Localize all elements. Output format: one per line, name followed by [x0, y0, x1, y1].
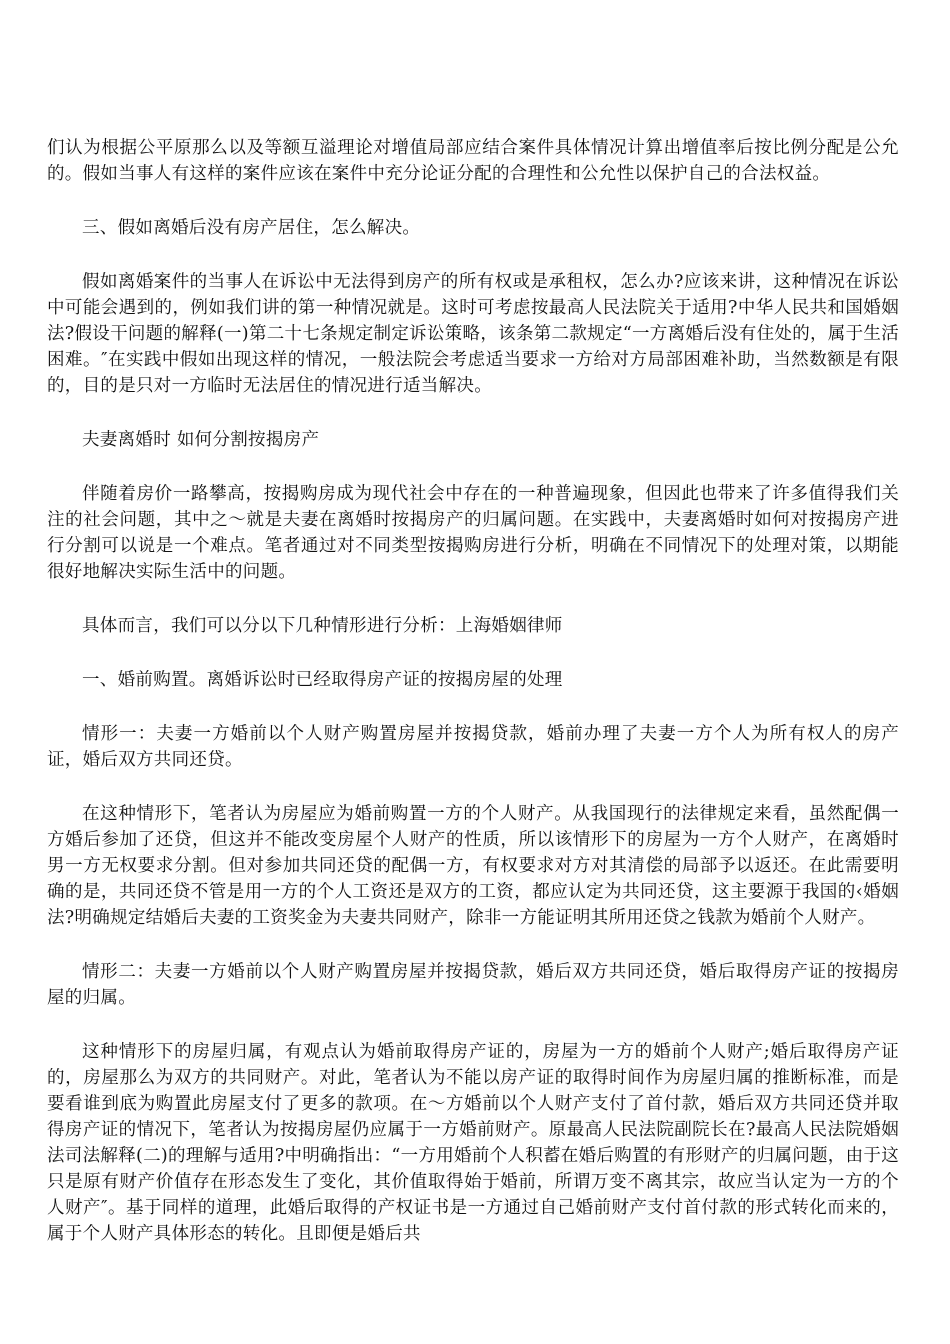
paragraph-case-2-analysis: 这种情形下的房屋归属，有观点认为婚前取得房产证的，房屋为一方的婚前个人财产;婚后取得房产证的，房屋那么为双方的共同财产。对此，笔者认为不能以房产证的取得时间作为房屋归属的推断标准，而是要看谁到底为购置此房屋支付了更多的款项。在～方婚前以个人财产支付了首付款，婚后双方共同还贷并取得房产证的情况下，笔者认为按揭房屋仍应属于一方婚前财产。原最高人民法院副院长在?最高人民法院婚姻法司法解释(二)的理解与适用?中明确指出：“一方用婚前个人积蓄在婚后购置的有形财产的归属问题，由于这只是原有财产价值存在形态发生了变化，其价值取得始于婚前，所谓万变不离其宗，故应当认定为一方的个人财产″。基于同样的道理，此婚后取得的产权证书是一方通过自己婚前财产支付首付款的形式转化而来的，属于个人财产具体形态的转化。且即便是婚后共 — [47, 1042, 899, 1244]
paragraph-case-2: 情形二：夫妻一方婚前以个人财产购置房屋并按揭贷款，婚后双方共同还贷，婚后取得房产证的按揭房屋的归属。 — [47, 962, 899, 1008]
paragraph-intro: 伴随着房价一路攀高，按揭购房成为现代社会中存在的一种普遍现象，但因此也带来了许多值得我们关注的社会问题，其中之～就是夫妻在离婚时按揭房产的归属问题。在实践中，夫妻离婚时如何对按揭房产进行分割可以说是一个难点。笔者通过对不同类型按揭购房进行分析，明确在不同情况下的处理对策，以期能很好地解决实际生活中的问题。 — [47, 484, 899, 582]
paragraph-no-housing: 假如离婚案件的当事人在诉讼中无法得到房产的所有权或是承租权，怎么办?应该来讲，这种情况在诉讼中可能会遇到的，例如我们讲的第一种情况就是。这时可考虑按最高人民法院关于适用?中华人民共和国婚姻法?假设干问题的解释(一)第二十七条规定制定诉讼策略，该条第二款规定“一方离婚后没有住处的，属于生活困难。″在实践中假如出现这样的情况，一般法院会考虑适当要求一方给对方局部困难补助，当然数额是有限的，目的是只对一方临时无法居住的情况进行适当解决。 — [47, 272, 899, 396]
paragraph-analysis-lead: 具体而言，我们可以分以下几种情形进行分析：上海婚姻律师 — [82, 616, 563, 636]
section-heading-3: 三、假如离婚后没有房产居住，怎么解决。 — [82, 218, 421, 238]
section-heading-1: 一、婚前购置。离婚诉讼时已经取得房产证的按揭房屋的处理 — [82, 670, 563, 690]
document-body — [47, 135, 899, 1275]
paragraph-continuation: 们认为根据公平原那么以及等额互溢理论对增值局部应结合案件具体情况计算出增值率后按比例分配是公允的。假如当事人有这样的案件应该在案件中充分论证分配的合理性和公允性以保护自己的合法权益。 — [47, 138, 899, 184]
paragraph-case-1-analysis: 在这种情形下，笔者认为房屋应为婚前购置一方的个人财产。从我国现行的法律规定来看，虽然配偶一方婚后参加了还贷，但这并不能改变房屋个人财产的性质，所以该情形下的房屋为一方个人财产，在离婚时男一方无权要求分割。但对参加共同还贷的配偶一方，有权要求对方对其清偿的局部予以返还。在此需要明确的是，共同还贷不管是用一方的个人工资还是双方的工资，都应认定为共同还贷，这主要源于我国的‹婚姻法?明确规定结婚后夫妻的工资奖金为夫妻共同财产，除非一方能证明其所用还贷之钱款为婚前个人财产。 — [47, 804, 899, 928]
paragraph-case-1: 情形一：夫妻一方婚前以个人财产购置房屋并按揭贷款，婚前办理了夫妻一方个人为所有权人的房产证，婚后双方共同还贷。 — [47, 724, 899, 770]
article-title: 夫妻离婚时 如何分割按揭房产 — [82, 430, 320, 450]
